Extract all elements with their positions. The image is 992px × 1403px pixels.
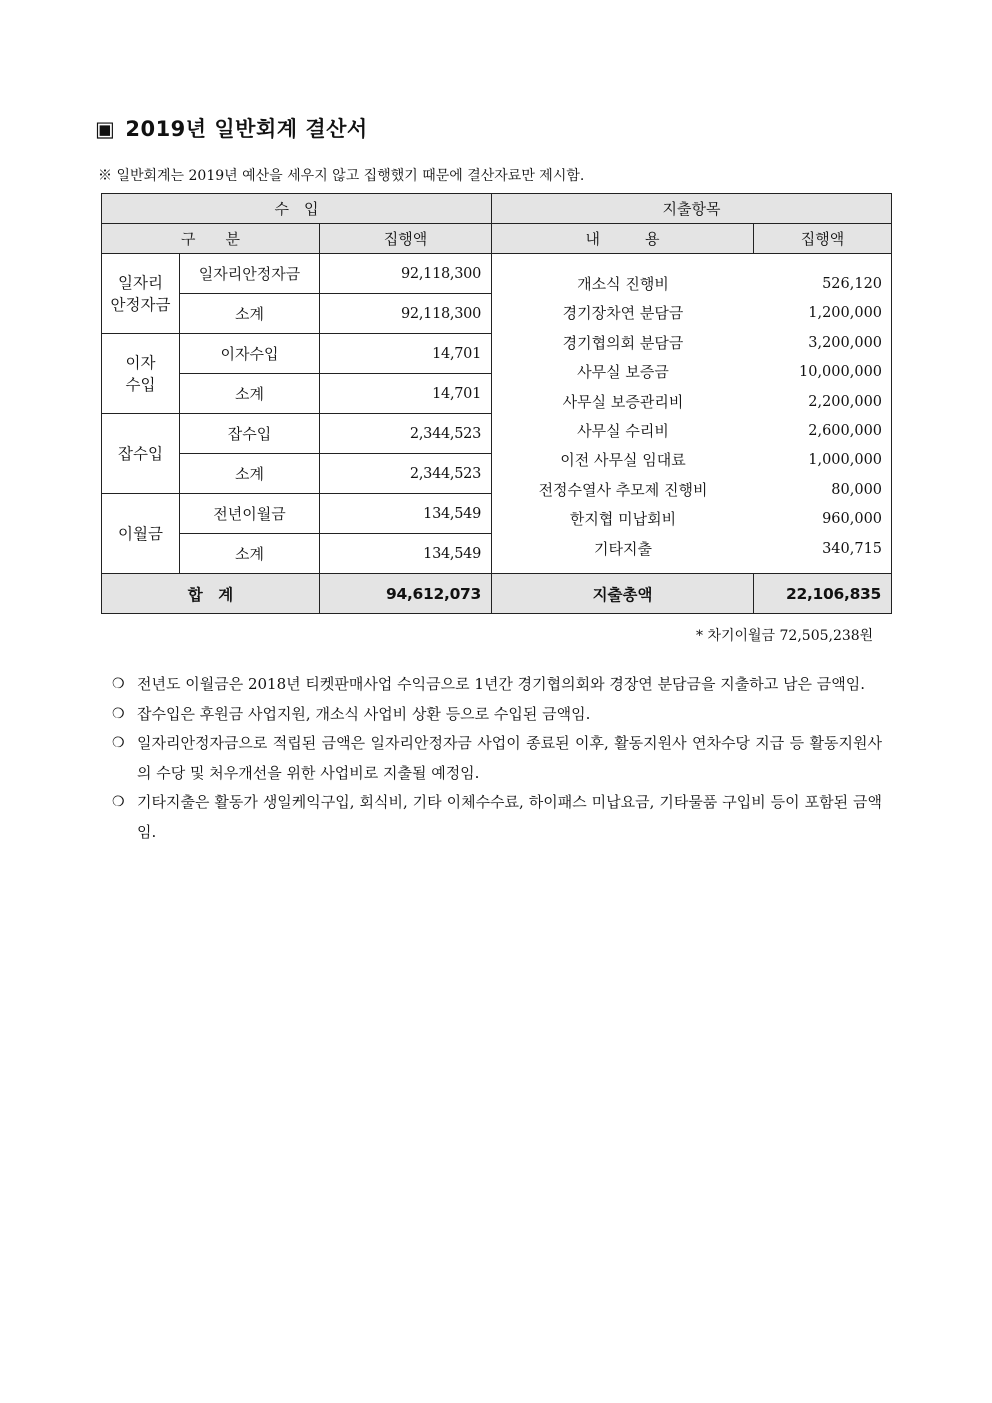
expense-item: 경기협의회 분담금: [562, 333, 684, 352]
item-label: 잡수입: [180, 414, 320, 454]
expense-row: [492, 270, 891, 299]
item-label: 일자리안정자금: [180, 254, 320, 294]
expense-row: [492, 358, 891, 387]
circle-bullet-icon: ❍: [112, 676, 125, 692]
expense-row: [492, 329, 891, 358]
expense-amount: 80,000: [831, 481, 883, 498]
circle-bullet-icon: ❍: [112, 735, 125, 751]
expense-amount: 960,000: [822, 511, 883, 528]
expense-item: 전정수열사 추모제 진행비: [538, 480, 708, 499]
note-text: 기타지출은 활동가 생일케익구입, 회식비, 기타 이체수수료, 하이패스 미납요금, 기타물품 구입비 등이 포함된 금액임.: [137, 793, 882, 841]
subtotal-label: 소계: [180, 294, 320, 334]
subtotal-amount: 134,549: [320, 534, 492, 574]
expense-item: 사무실 보증금: [577, 363, 669, 382]
expense-item: 사무실 수리비: [577, 421, 669, 440]
total-label: 합 계: [102, 574, 320, 614]
item-amount: 92,118,300: [320, 254, 492, 294]
expense-total-amount: 22,106,835: [754, 574, 892, 614]
note-text: ※ 일반회계는 2019년 예산을 세우지 않고 집행했기 때문에 결산자료만 제시함.: [98, 168, 585, 184]
expense-total-label: 지출총액: [492, 574, 754, 614]
expense-row: [492, 505, 891, 534]
category-cell: 일자리 안정자금: [102, 254, 180, 334]
category-column-header: 구 분: [102, 224, 320, 254]
expense-item: 사무실 보증관리비: [562, 392, 684, 411]
expense-item: 한지협 미납회비: [569, 510, 677, 529]
notes-list: [112, 670, 882, 847]
circle-bullet-icon: ❍: [112, 705, 125, 722]
expense-list: [492, 254, 891, 564]
expense-row: [492, 388, 891, 417]
expense-item: 경기장차연 분담금: [562, 304, 684, 323]
category-cell: 이월금: [102, 494, 180, 574]
subtotal-label: 소계: [180, 454, 320, 494]
item-label: 이자수입: [180, 334, 320, 374]
item-label: 전년이월금: [180, 494, 320, 534]
page-title: [95, 113, 368, 143]
title-text: 2019년 일반회계 결산서: [125, 117, 368, 141]
note-text: 전년도 이월금은 2018년 티켓판매사업 수익금으로 1년간 경기협의회와 경장연 분담금을 지출하고 남은 금액임.: [137, 675, 866, 693]
subtotal-label: 소계: [180, 374, 320, 414]
expense-row: [492, 476, 891, 505]
expense-row: [492, 299, 891, 328]
exec-amount-column-header: 집행액: [754, 224, 892, 254]
expense-amount: 2,200,000: [808, 393, 883, 410]
note-text: 일자리안정자금으로 적립된 금액은 일자리안정자금 사업이 종료된 이후, 활동지원사 연차수당 지급 등 활동지원사의 수당 및 처우개선을 위한 사업비로 지출될 예정임.: [137, 734, 882, 782]
subtotal-amount: 2,344,523: [320, 454, 492, 494]
expense-row: [492, 446, 891, 475]
settlement-table: [101, 193, 892, 614]
item-amount: 14,701: [320, 334, 492, 374]
note-text: 잡수입은 후원금 사업지원, 개소식 사업비 상환 등으로 수입된 금액임.: [137, 704, 591, 723]
expense-amount: 2,600,000: [808, 422, 883, 439]
expense-row: [492, 417, 891, 446]
amount-column-header: 집행액: [320, 224, 492, 254]
expense-row: [492, 535, 891, 564]
note-bullet: [112, 788, 882, 847]
square-marker-icon: ▣: [95, 117, 116, 141]
note-bullet: [112, 670, 882, 700]
expense-amount: 1,000,000: [808, 452, 883, 469]
expense-amount: 526,120: [822, 276, 883, 292]
subtotal-amount: 92,118,300: [320, 294, 492, 334]
expense-amount: 340,715: [822, 540, 883, 557]
expense-amount: 3,200,000: [808, 334, 883, 351]
item-amount: 134,549: [320, 494, 492, 534]
expense-header: 지출항목: [492, 194, 892, 224]
note-bullet: [112, 729, 882, 788]
expense-item: 기타지출: [594, 539, 653, 558]
income-header: 수 입: [102, 194, 492, 224]
category-cell: 잡수입: [102, 414, 180, 494]
content-column-header: 내 용: [492, 224, 754, 254]
expense-amount: 10,000,000: [799, 364, 883, 381]
note-bullet: [112, 700, 882, 730]
expense-amount: 1,200,000: [808, 305, 883, 322]
category-cell: 이자 수입: [102, 334, 180, 414]
item-amount: 2,344,523: [320, 414, 492, 454]
subtotal-label: 소계: [180, 534, 320, 574]
circle-bullet-icon: ❍: [112, 794, 125, 810]
subtotal-amount: 14,701: [320, 374, 492, 414]
expense-item: 개소식 진행비: [577, 275, 669, 293]
expense-item: 이전 사무실 임대료: [560, 451, 686, 470]
expense-list-cell: [492, 254, 892, 574]
carryover-note: * 차기이월금 72,505,238원: [696, 628, 874, 644]
total-amount: 94,612,073: [320, 574, 492, 614]
